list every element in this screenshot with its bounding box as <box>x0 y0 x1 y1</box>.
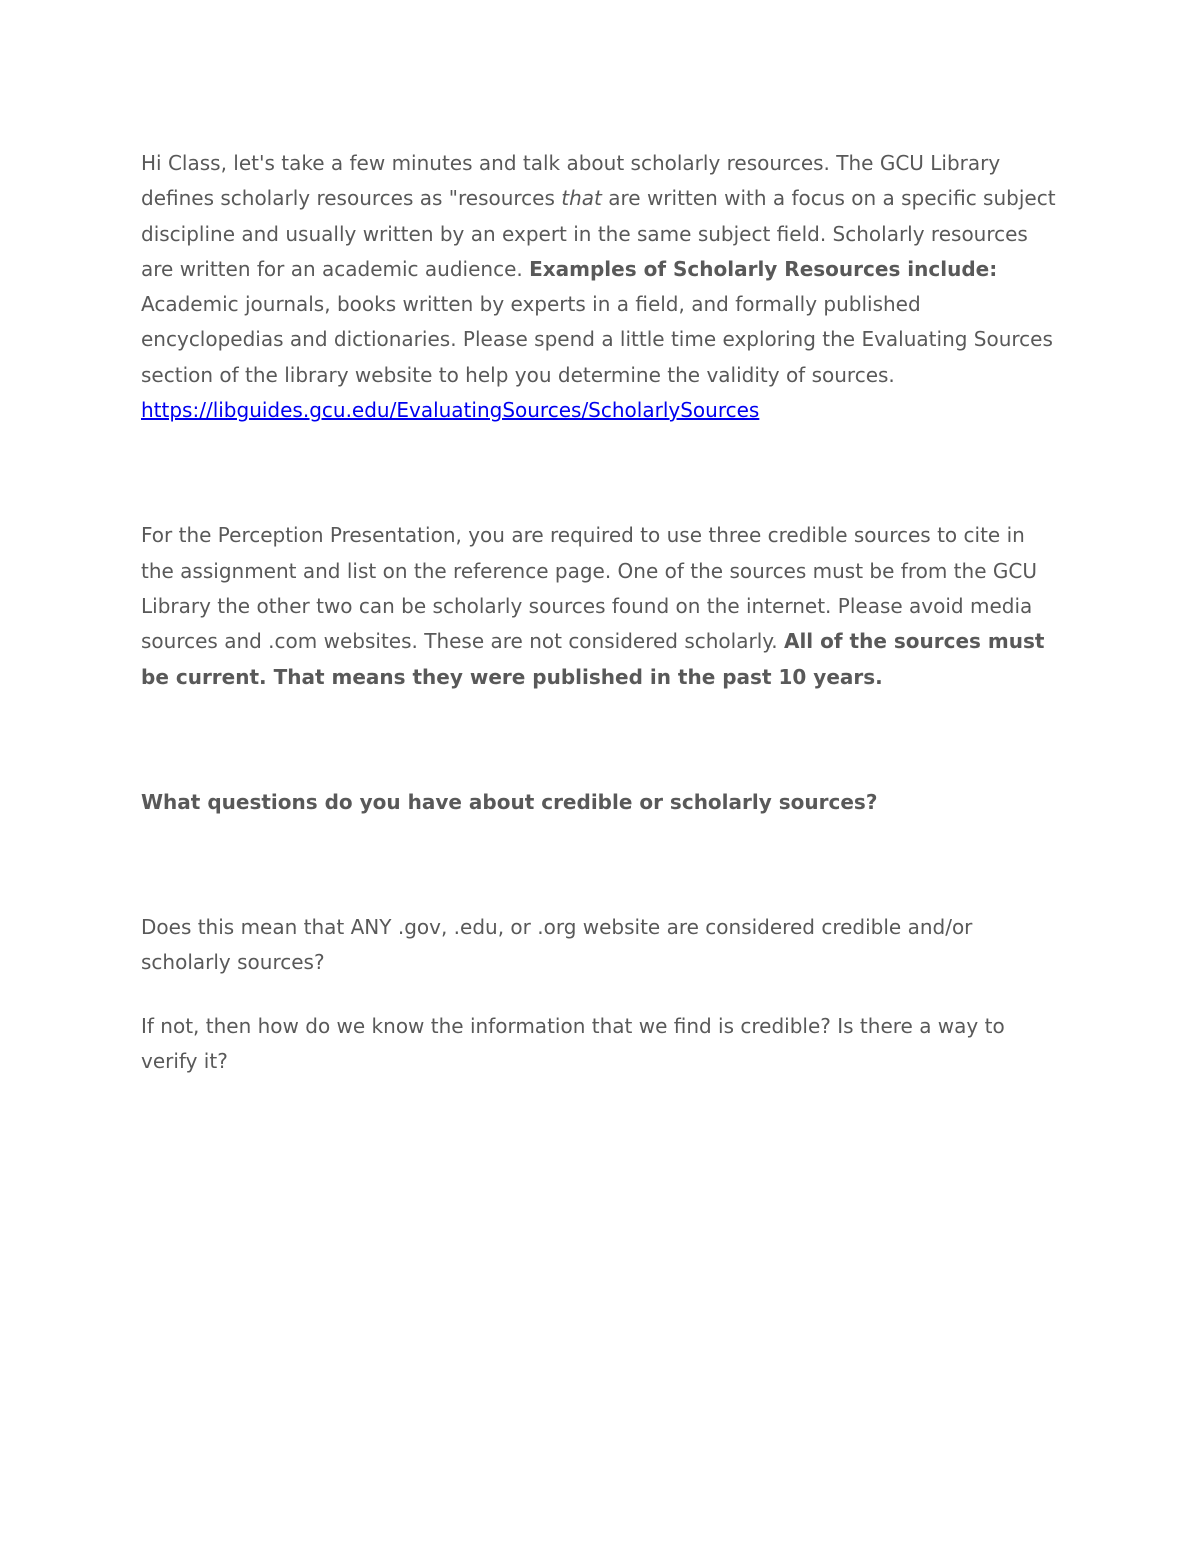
question-gov-edu-org: Does this mean that ANY .gov, .edu, or .org website are considered credible and/or scholarly sources? <box>141 915 973 975</box>
scholarly-sources-link[interactable]: https://libguides.gcu.edu/EvaluatingSources/ScholarlySources <box>141 398 760 423</box>
intro-italic-word: that <box>561 186 602 211</box>
requirements-text: For the Perception Presentation, you are required to use three credible sources to cite in the assignment and list on the reference page. One of the sources must be from the GCU Library the other two can be scholarly sources found on the internet. Please avoid media sources and .com websites. These are not considered scholarly. <box>141 523 1037 654</box>
intro-text-2: are written with a focus on a specific subject discipline and usually written by an expert in the same subject field. Scholarly resources are written for an academic audience. <box>141 186 1056 281</box>
document-body <box>141 146 1061 1079</box>
requirements-paragraph <box>141 518 1061 694</box>
question-heading: What questions do you have about credible or scholarly sources? <box>141 789 878 814</box>
question-verify: If not, then how do we know the information that we find is credible? Is there a way to verify it? <box>141 1013 1005 1074</box>
intro-text-1: Hi Class, let's take a few minutes and talk about scholarly resources. The GCU Library defines scholarly resources as "resources <box>141 151 1001 211</box>
intro-text-3: Academic journals, books written by experts in a field, and formally published encyclopedias and dictionaries. Please spend a little time exploring the Evaluating Sources section of the library website to help you determine the validity of sources. <box>141 292 1053 387</box>
intro-paragraph <box>141 146 1061 428</box>
requirements-emphasis: All of the sources must be current. That means they were published in the past 10 years. <box>141 629 1045 689</box>
examples-heading: Examples of Scholarly Resources include: <box>529 256 998 281</box>
